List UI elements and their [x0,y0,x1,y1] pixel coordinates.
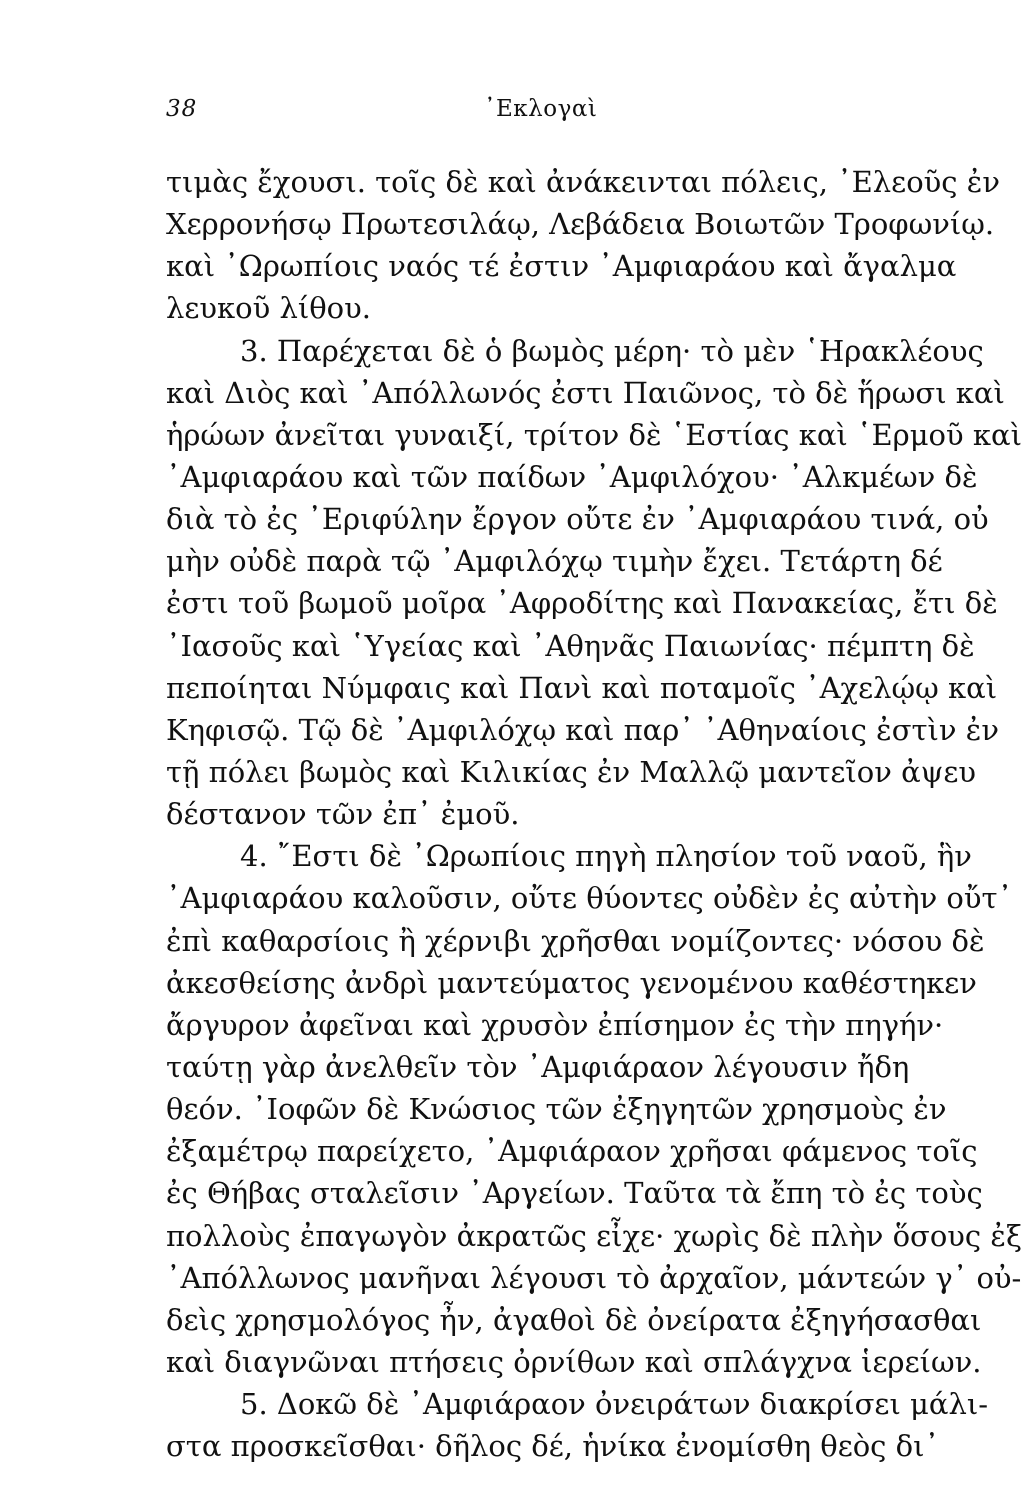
text-line: διὰ τὸ ἐς ᾿Εριφύλην ἔργον οὔτε ἐν ᾿Αμφιαράου τινά, οὐ [166,502,989,537]
text-line: λευκοῦ λίθου. [166,291,371,326]
text-line: ἐπὶ καθαρσίοις ἢ χέρνιβι χρῆσθαι νομίζοντες· νόσου δὲ [166,923,985,958]
text-line: ἄργυρον ἀφεῖναι καὶ χρυσὸν ἐπίσημον ἐς τὴν πηγήν· [166,1007,944,1042]
text-line: ἡρώων ἀνεῖται γυναιξί, τρίτον δὲ ῾Εστίας καὶ ῾Ερμοῦ καὶ [166,417,1022,452]
text-line: ταύτῃ γὰρ ἀνελθεῖν τὸν ᾿Αμφιάραον λέγουσιν ἤδη [166,1049,910,1084]
text-line: πεποίηται Νύμφαις καὶ Πανὶ καὶ ποταμοῖς ᾿Αχελῴῳ καὶ [166,670,998,705]
text-line: ᾿Αμφιαράου καλοῦσιν, οὔτε θύοντες οὐδὲν ἐς αὐτὴν οὔτ᾿ [166,881,1013,916]
text-line: θεόν. ᾿Ιοφῶν δὲ Κνώσιος τῶν ἐξηγητῶν χρησμοὺς ἐν [166,1092,947,1127]
text-line: Κηφισῷ. Τῷ δὲ ᾿Αμφιλόχῳ καὶ παρ᾿ ᾿Αθηναίοις ἐστὶν ἐν [166,712,999,747]
text-line: ᾿Αμφιαράου καὶ τῶν παίδων ᾿Αμφιλόχου· ᾿Αλκμέων δὲ [166,459,978,494]
text-line: καὶ διαγνῶναι πτήσεις ὀρνίθων καὶ σπλάγχνα ἱερείων. [166,1344,982,1379]
text-line: στα προσκεῖσθαι· δῆλος δέ, ἡνίκα ἐνομίσθη θεὸς δι᾿ [166,1429,939,1464]
text-line: ᾿Απόλλωνος μανῆναι λέγουσι τὸ ἀρχαῖον, μάντεών γ᾿ οὐ- [166,1260,1022,1295]
text-line: καὶ ᾿Ωρωπίοις ναός τέ ἐστιν ᾿Αμφιαράου καὶ ἄγαλμα [166,249,957,284]
text-line: τιμὰς ἔχουσι. τοῖς δὲ καὶ ἀνάκεινται πόλεις, ᾿Ελεοῦς ἐν [166,165,1000,199]
text-line: ἐστι τοῦ βωμοῦ μοῖρα ᾿Αφροδίτης καὶ Πανακείας, ἔτι δὲ [166,586,998,621]
page-number: 38 [166,96,198,122]
section-3-start: 3. Παρέχεται δὲ ὁ βωμὸς μέρη· τὸ μὲν ῾Ηρακλέους [240,333,984,368]
text-line: τῇ πόλει βωμὸς καὶ Κιλικίας ἐν Μαλλῷ μαντεῖον ἀψευ [166,754,977,789]
text-line: δεὶς χρησμολόγος ἦν, ἀγαθοὶ δὲ ὀνείρατα ἐξηγήσασθαι [166,1302,982,1337]
body-text [166,161,1022,1467]
text-line: Χερρονήσῳ Πρωτεσιλάῳ, Λεβάδεια Βοιωτῶν Τροφωνίῳ. [166,207,995,242]
text-line: ἐς Θήβας σταλεῖσιν ᾿Αργείων. Ταῦτα τὰ ἔπη τὸ ἐς τοὺς [166,1176,983,1211]
text-line: πολλοὺς ἐπαγωγὸν ἀκρατῶς εἶχε· χωρὶς δὲ πλὴν ὅσους ἐξ [166,1218,1022,1253]
text-line: μὴν οὐδὲ παρὰ τῷ ᾿Αμφιλόχῳ τιμὴν ἔχει. Τετάρτη δέ [166,544,943,579]
text-line: ᾿Ιασοῦς καὶ ῾Υγείας καὶ ᾿Αθηνᾶς Παιωνίας· πέμπτη δὲ [166,628,975,663]
running-title: ᾿Εκλογαὶ [484,96,598,122]
text-line: καὶ Διὸς καὶ ᾿Απόλλωνός ἐστι Παιῶνος, τὸ δὲ ἥρωσι καὶ [166,375,1005,410]
section-5-start: 5. Δοκῶ δὲ ᾿Αμφιάραον ὀνειράτων διακρίσει μάλι- [240,1387,989,1422]
section-4-start: 4. ῎Εστι δὲ ᾿Ωρωπίοις πηγὴ πλησίον τοῦ ναοῦ, ἣν [240,839,972,874]
page-header [166,96,766,126]
text-line: ἀκεσθείσης ἀνδρὶ μαντεύματος γενομένου καθέστηκεν [166,965,977,1000]
text-line: δέστανον τῶν ἐπ᾿ ἐμοῦ. [166,797,520,832]
text-line: ἐξαμέτρῳ παρείχετο, ᾿Αμφιάραον χρῆσαι φάμενος τοῖς [166,1134,978,1169]
